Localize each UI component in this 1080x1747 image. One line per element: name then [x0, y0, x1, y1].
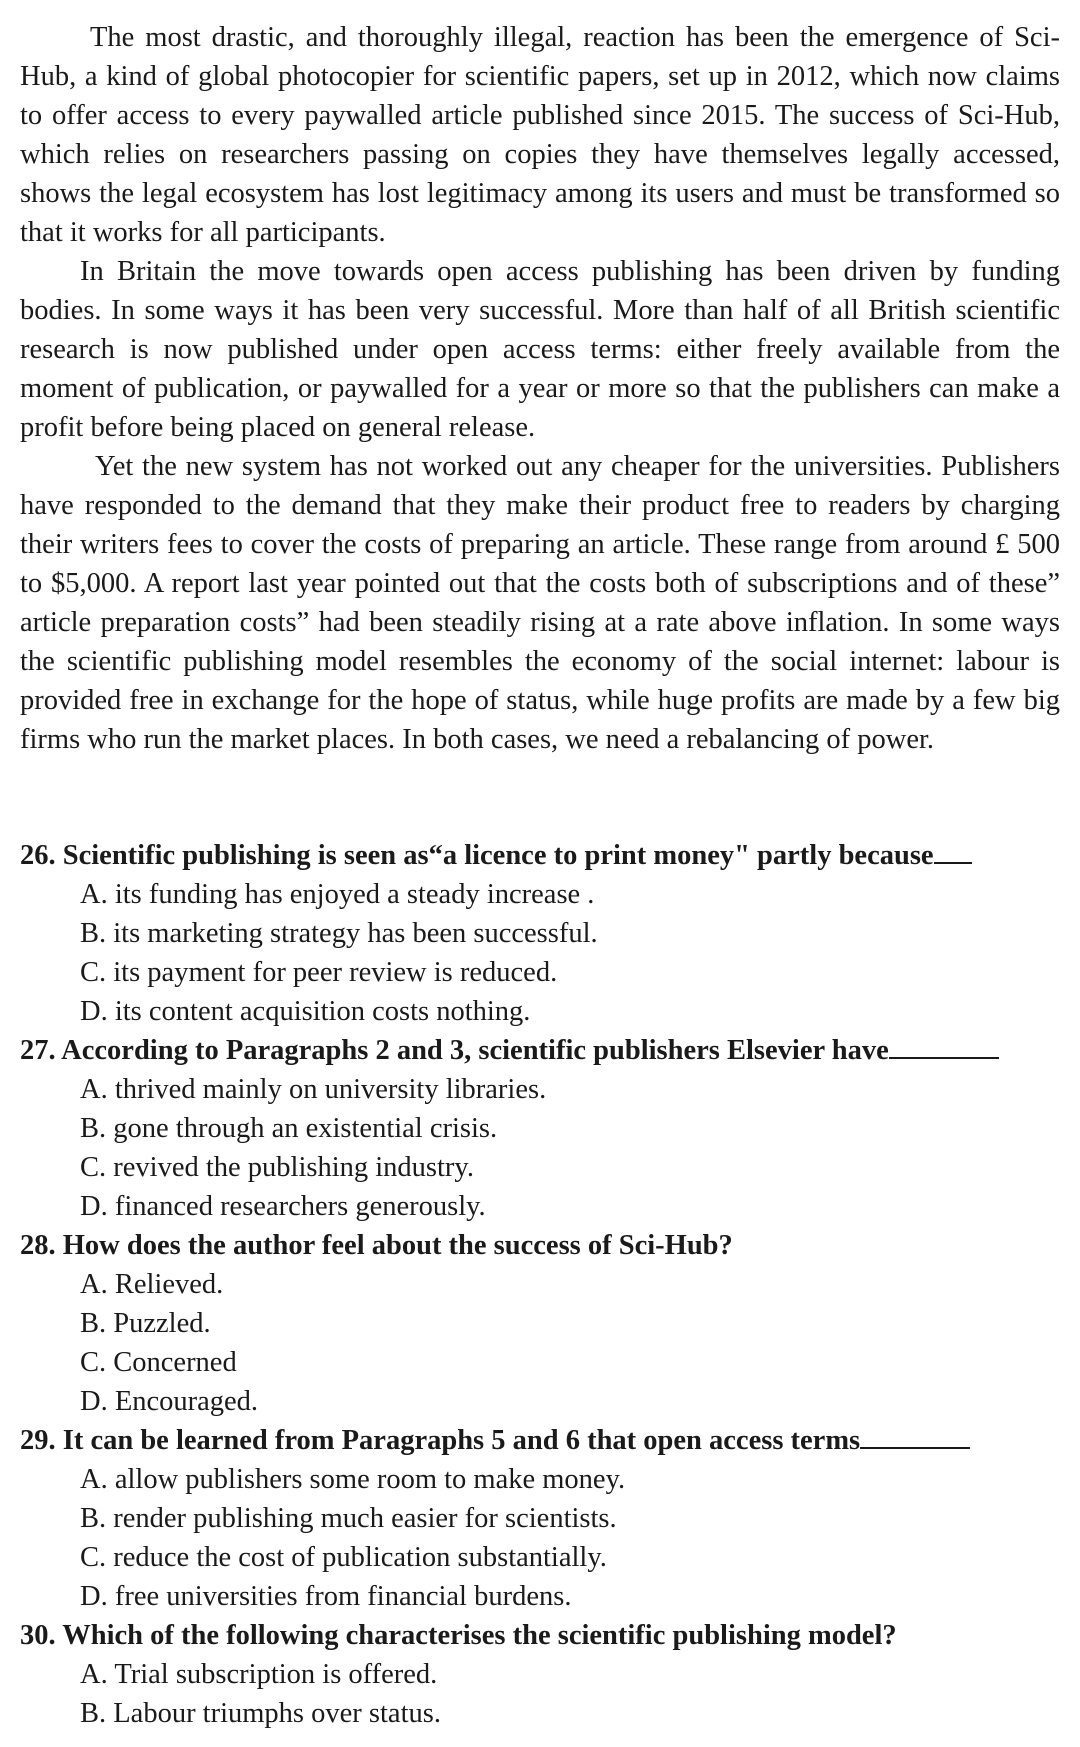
option-list — [20, 875, 1060, 1031]
answer-blank — [934, 836, 972, 864]
option-c: C. Concerned — [80, 1347, 237, 1378]
question-stem: 30. Which of the following characterises the scientific publishing model? — [20, 1620, 897, 1651]
option-a: A. allow publishers some room to make money. — [80, 1464, 626, 1495]
option-list — [20, 1070, 1060, 1226]
question-stem-text: 26. Scientific publishing is seen as“a licence to print money" partly because — [20, 840, 934, 871]
answer-blank — [860, 1421, 970, 1449]
option-list — [20, 1265, 1060, 1421]
question-28 — [20, 1226, 1060, 1421]
passage-paragraph: The most drastic, and thoroughly illegal, reaction has been the emergence of Sci-Hub, a kind of global photocopier for scientific papers, set up in 2012, which now claims to offer access to every paywalled article published since 2015. The success of Sci-Hub, which relies on researchers passing on copies they have themselves legally accessed, shows the legal ecosystem has lost legitimacy among its users and must be transformed so that it works for all participants. — [20, 22, 1060, 248]
option-b: B. render publishing much easier for scientists. — [80, 1503, 617, 1534]
question-list — [20, 836, 1060, 1733]
option-c: C. revived the publishing industry. — [80, 1152, 474, 1183]
question-stem: 28. How does the author feel about the success of Sci-Hub? — [20, 1230, 733, 1261]
option-b: B. gone through an existential crisis. — [80, 1113, 498, 1144]
option-b: B. its marketing strategy has been successful. — [80, 918, 598, 949]
option-a: A. Relieved. — [80, 1269, 224, 1300]
option-a: A. thrived mainly on university libraries. — [80, 1074, 547, 1105]
question-30 — [20, 1616, 1060, 1733]
answer-blank — [889, 1031, 999, 1059]
option-a: A. Trial subscription is offered. — [80, 1659, 438, 1690]
question-stem-text: 29. It can be learned from Paragraphs 5 and 6 that open access terms — [20, 1425, 861, 1456]
question-stem — [20, 1031, 1060, 1070]
option-a: A. its funding has enjoyed a steady increase . — [80, 879, 595, 910]
option-list — [20, 1655, 1060, 1733]
option-b: B. Puzzled. — [80, 1308, 211, 1339]
question-26 — [20, 836, 1060, 1031]
option-d: D. free universities from financial burdens. — [80, 1581, 572, 1612]
passage-paragraph: In Britain the move towards open access publishing has been driven by funding bodies. In some ways it has been very successful. More than half of all British scientific research is now published under open access terms: either freely available from the moment of publication, or paywalled for a year or more so that the publishers can make a profit before being placed on general release. — [20, 256, 1060, 443]
option-list — [20, 1460, 1060, 1616]
option-d: D. its content acquisition costs nothing. — [80, 996, 531, 1027]
question-27 — [20, 1031, 1060, 1226]
reading-passage — [20, 18, 1060, 759]
question-stem — [20, 1421, 1060, 1460]
option-b: B. Labour triumphs over status. — [80, 1698, 441, 1729]
question-stem — [20, 836, 1060, 875]
option-d: D. financed researchers generously. — [80, 1191, 486, 1222]
option-c: C. reduce the cost of publication substantially. — [80, 1542, 607, 1573]
option-c: C. its payment for peer review is reduced. — [80, 957, 558, 988]
question-29 — [20, 1421, 1060, 1616]
passage-paragraph: Yet the new system has not worked out any cheaper for the universities. Publishers have responded to the demand that they make their product free to readers by charging their writers fees to cover the costs of preparing an article. These range from around £ 500 to $5,000. A report last year pointed out that the costs both of subscriptions and of these” article preparation costs” had been steadily rising at a rate above inflation. In some ways the scientific publishing model resembles the economy of the social internet: labour is provided free in exchange for the hope of status, while huge profits are made by a few big firms who run the market places. In both cases, we need a rebalancing of power. — [20, 451, 1060, 755]
option-d: D. Encouraged. — [80, 1386, 259, 1417]
question-stem-text: 27. According to Paragraphs 2 and 3, scientific publishers Elsevier have — [20, 1035, 889, 1066]
